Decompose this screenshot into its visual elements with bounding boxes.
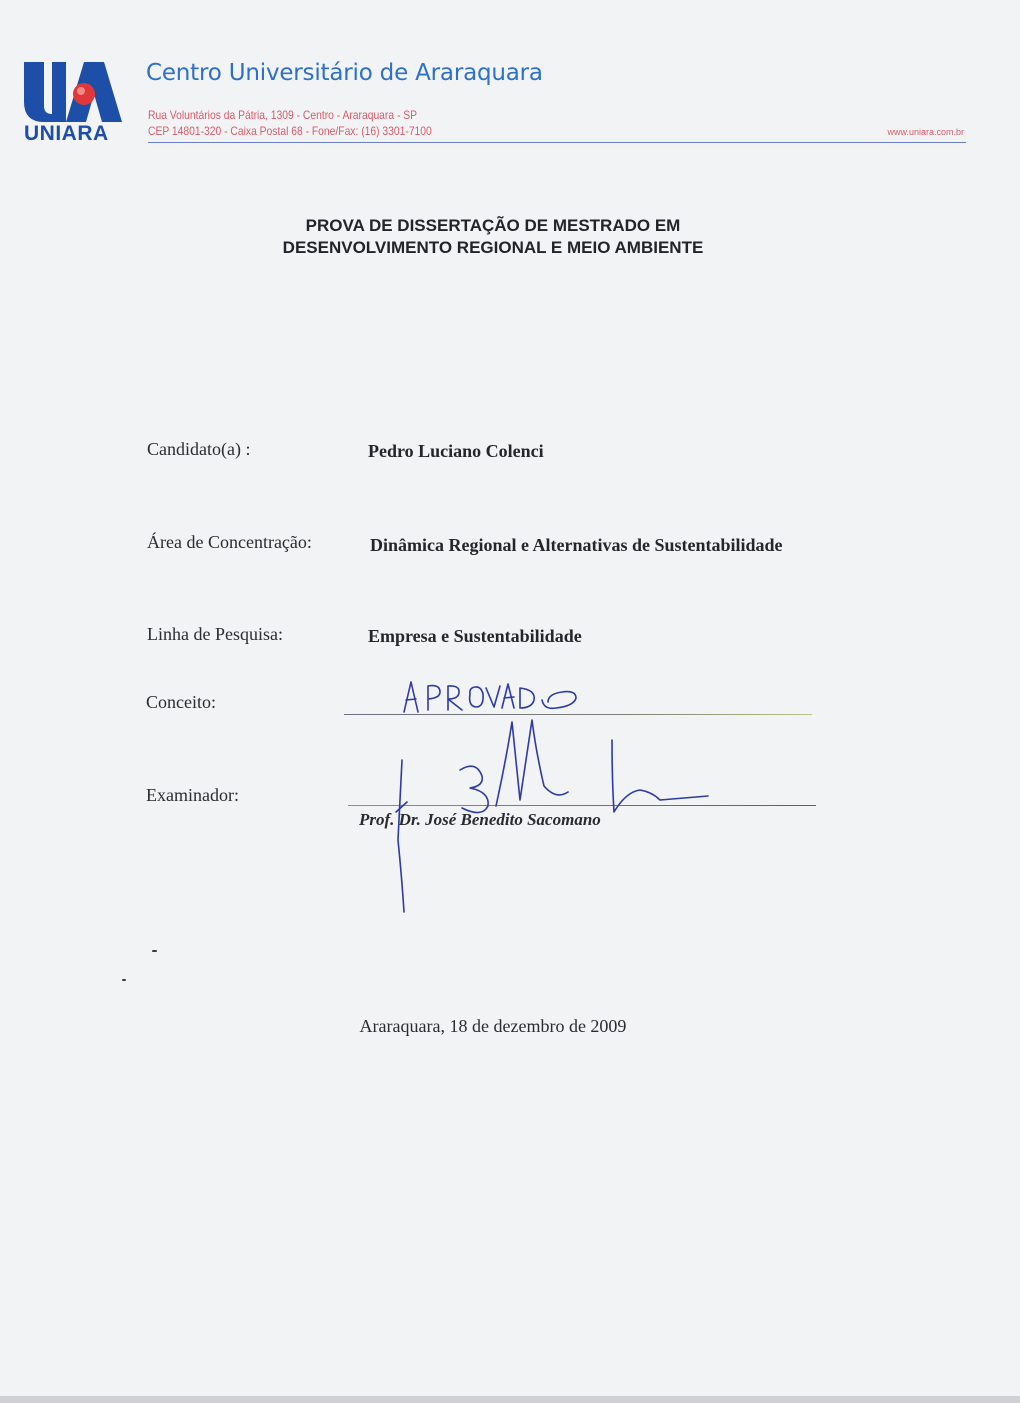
institution-name: Centro Universitário de Araraquara	[146, 60, 543, 86]
candidate-value: Pedro Luciano Colenci	[368, 441, 544, 461]
linha-value: Empresa e Sustentabilidade	[368, 626, 582, 646]
website-link: www.uniara.com.br	[887, 127, 964, 137]
document-title	[0, 215, 986, 259]
title-line-2: DESENVOLVIMENTO REGIONAL E MEIO AMBIENTE	[282, 238, 704, 257]
signature-line	[348, 805, 816, 806]
handwritten-aprovado	[404, 682, 576, 712]
address-line-2: CEP 14801-320 - Caixa Postal 68 - Fone/Fax: (16) 3301-7100	[148, 124, 432, 138]
header-divider	[148, 142, 966, 143]
address-line-1: Rua Voluntários da Pátria, 1309 - Centro - Araraquara - SP	[148, 108, 418, 122]
examinador-label: Examinador:	[146, 785, 239, 805]
title-line-1: PROVA DE DISSERTAÇÃO DE MESTRADO EM	[305, 216, 681, 235]
logo-wordmark: UNIARA	[24, 122, 109, 145]
place-date: Araraquara, 18 de dezembro de 2009	[359, 1016, 627, 1036]
conceito-label: Conceito:	[146, 692, 216, 712]
candidate-label: Candidato(a) :	[147, 439, 251, 459]
scan-edge	[0, 1396, 1020, 1403]
area-value: Dinâmica Regional e Alternativas de Sustentabilidade	[370, 535, 783, 555]
examiner-name: Prof. Dr. José Benedito Sacomano	[359, 810, 601, 829]
linha-label: Linha de Pesquisa:	[147, 624, 283, 644]
conceito-line	[344, 714, 812, 715]
scan-speck	[152, 950, 157, 952]
scan-speck	[122, 979, 126, 981]
area-label: Área de Concentração:	[147, 532, 312, 552]
